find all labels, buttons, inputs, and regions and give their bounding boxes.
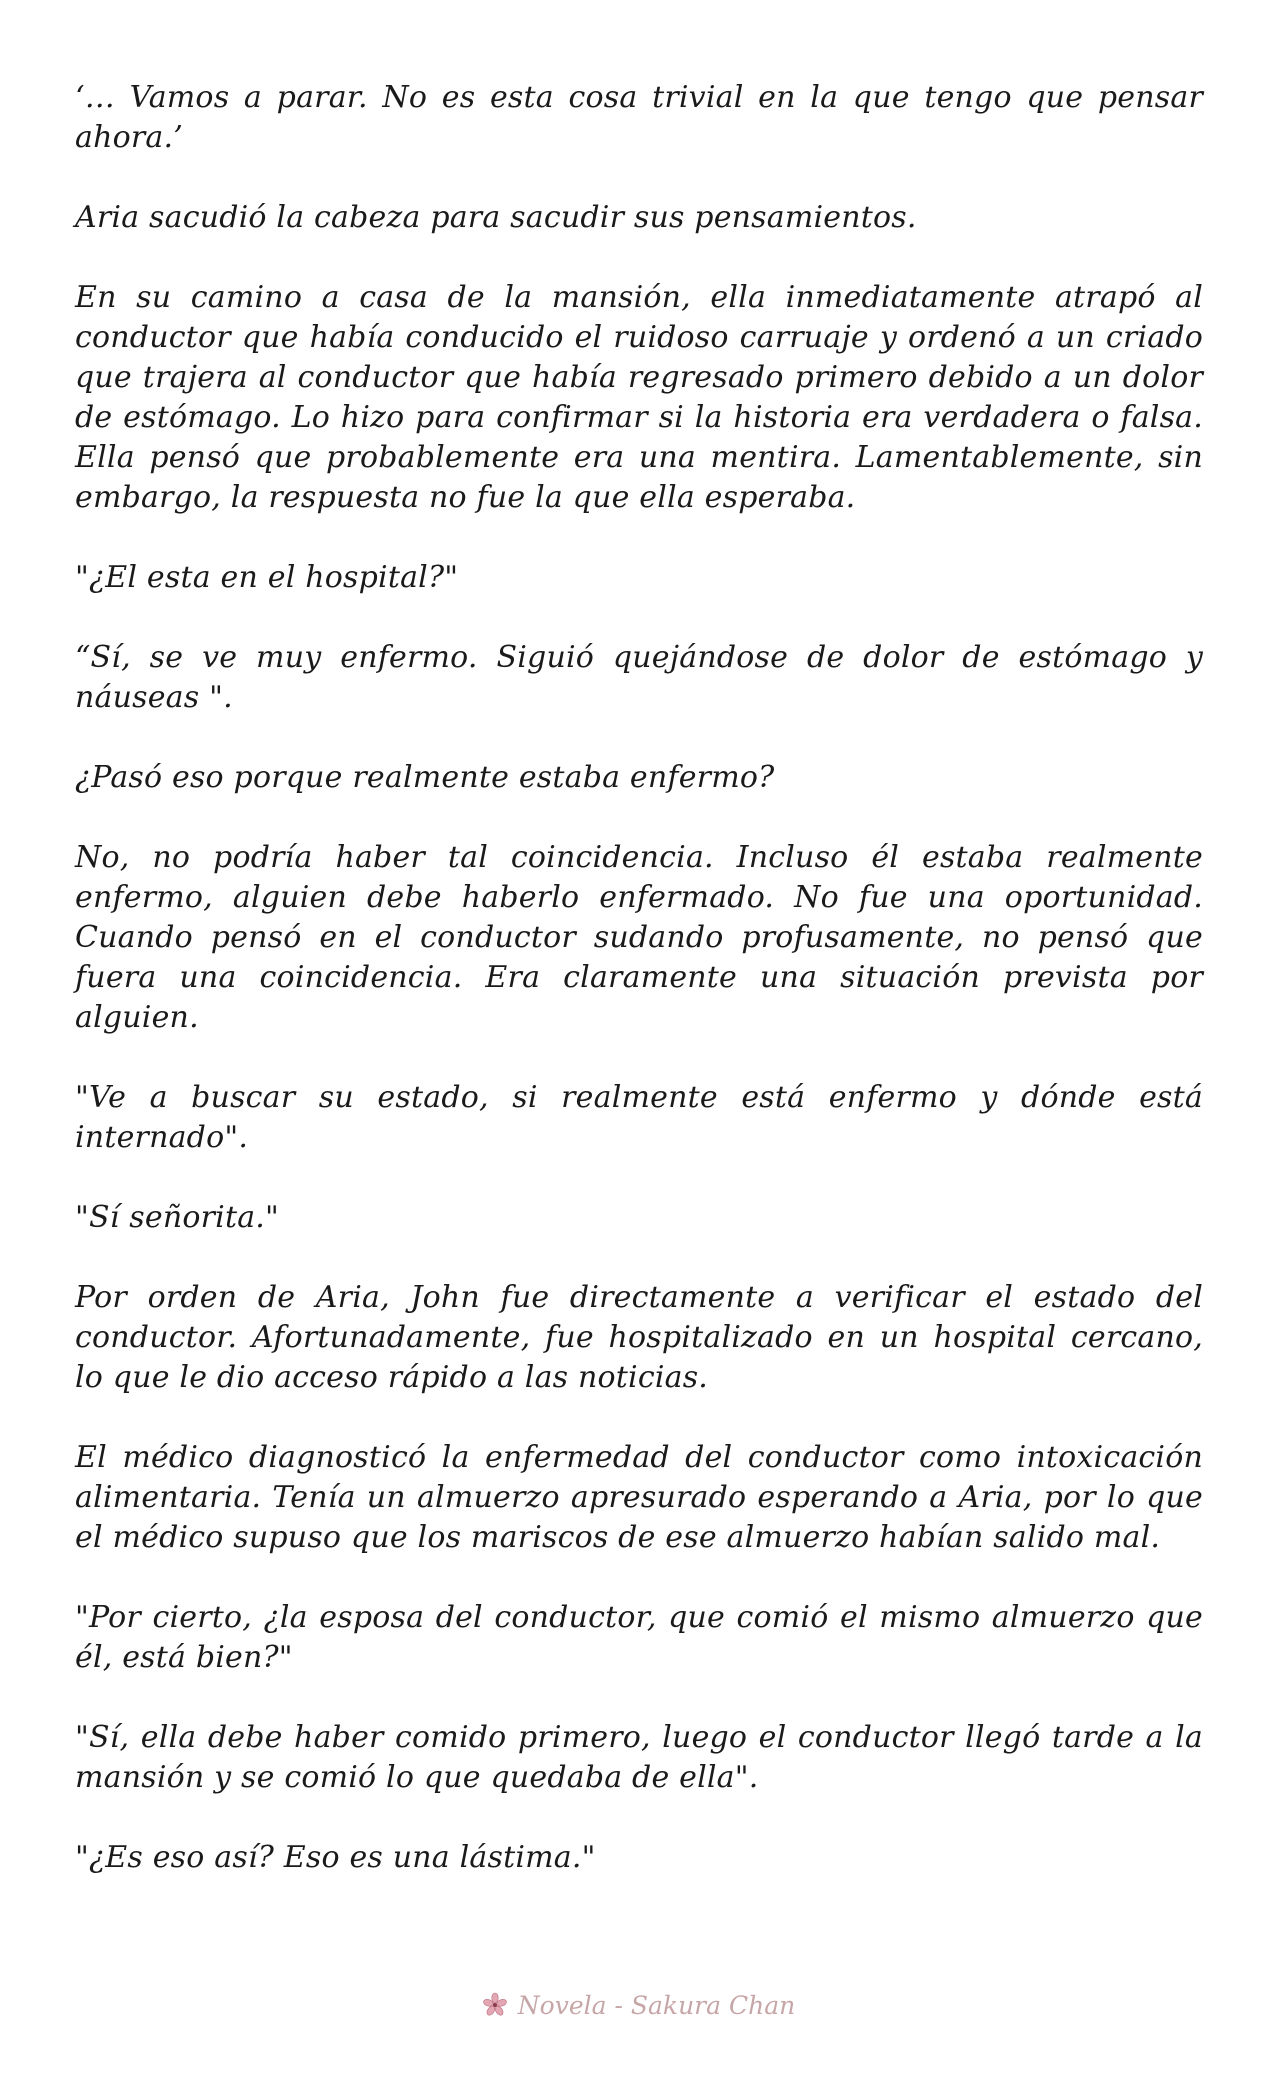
- paragraph-4: "¿El esta en el hospital?": [75, 560, 459, 595]
- paragraph-5: “Sí, se ve muy enfermo. Siguió quejándose de dolor de estómago y náuseas ".: [75, 640, 1203, 715]
- paragraph-2: Aria sacudió la cabeza para sacudir sus pensamientos.: [75, 200, 917, 235]
- document-body: [75, 78, 1203, 1918]
- watermark: [0, 1990, 1275, 2020]
- paragraph-3: En su camino a casa de la mansión, ella inmediatamente atrapó al conductor que había conducido el ruidoso carruaje y ordenó a un criado que trajera al conductor que había regresado primero debido a un dolor de estómago. Lo hizo para confirmar si la historia era verdadera o falsa. Ella pensó que probablemente era una mentira. Lamentablemente, sin embargo, la respuesta no fue la que ella esperaba.: [75, 280, 1203, 515]
- watermark-text: Novela - Sakura Chan: [517, 1990, 796, 2020]
- paragraph-11: El médico diagnosticó la enfermedad del conductor como intoxicación alimentaria. Tenía un almuerzo apresurado esperando a Aria, por lo que el médico supuso que los mariscos de ese almuerzo habían salido mal.: [75, 1440, 1203, 1555]
- paragraph-9: "Sí señorita.": [75, 1200, 280, 1235]
- paragraph-6: ¿Pasó eso porque realmente estaba enfermo?: [75, 760, 775, 795]
- paragraph-7: No, no podría haber tal coincidencia. Incluso él estaba realmente enfermo, alguien debe haberlo enfermado. No fue una oportunidad. Cuando pensó en el conductor sudando profusamente, no pensó que fuera una coincidencia. Era claramente una situación prevista por alguien.: [75, 840, 1203, 1035]
- sakura-flower-icon: [480, 1990, 510, 2020]
- paragraph-12: "Por cierto, ¿la esposa del conductor, que comió el mismo almuerzo que él, está bien?": [75, 1600, 1203, 1675]
- paragraph-14: "¿Es eso así? Eso es una lástima.": [75, 1840, 596, 1875]
- paragraph-10: Por orden de Aria, John fue directamente a verificar el estado del conductor. Afortunadamente, fue hospitalizado en un hospital cercano, lo que le dio acceso rápido a las noticias.: [75, 1280, 1203, 1395]
- paragraph-8: "Ve a buscar su estado, si realmente está enfermo y dónde está internado".: [75, 1080, 1203, 1155]
- paragraph-13: "Sí, ella debe haber comido primero, luego el conductor llegó tarde a la mansión y se comió lo que quedaba de ella".: [75, 1720, 1203, 1795]
- paragraph-1: ‘… Vamos a parar. No es esta cosa trivial en la que tengo que pensar ahora.’: [75, 80, 1203, 155]
